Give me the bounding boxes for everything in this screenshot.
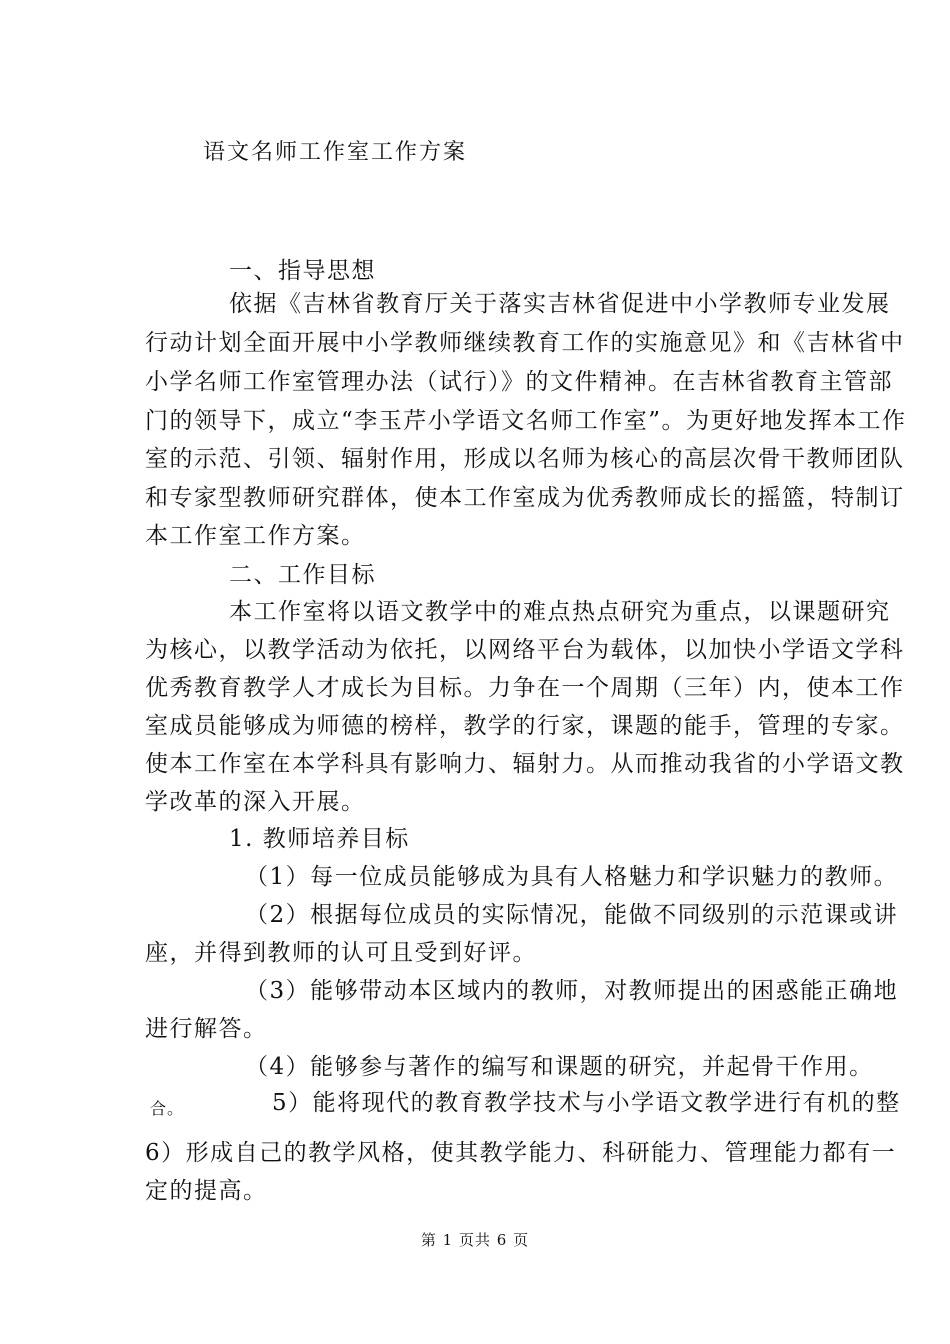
paragraph-line: 依据《吉林省教育厅关于落实吉林省促进中小学教师专业发展 <box>229 291 891 317</box>
paragraph-line: 为核心，以教学活动为依托，以网络平台为载体，以加快小学语文学科 <box>145 637 905 663</box>
paragraph-line: 使本工作室在本学科具有影响力、辐射力。从而推动我省的小学语文教 <box>145 751 905 777</box>
list-item: （1）每一位成员能够成为具有人格魅力和学识魅力的教师。 <box>245 864 899 890</box>
list-item: （3）能够带动本区域内的教师，对教师提出的困惑能正确地 <box>245 978 899 1004</box>
paragraph-line: 本工作室将以语文教学中的难点热点研究为重点，以课题研究 <box>229 599 891 625</box>
section-heading-1: 一、指导思想 <box>229 258 376 284</box>
paragraph-line: 本工作室工作方案。 <box>145 523 366 549</box>
paragraph-line: 行动计划全面开展中小学教师继续教育工作的实施意见》和《吉林省中 <box>145 330 905 356</box>
paragraph-line: 室的示范、引领、辐射作用，形成以名师为核心的高层次骨干教师团队 <box>145 446 905 472</box>
paragraph-line: 门的领导下，成立“李玉芹小学语文名师工作室”。为更好地发挥本工作 <box>145 408 907 434</box>
paragraph-line: 和专家型教师研究群体，使本工作室成为优秀教师成长的摇篮，特制订 <box>145 485 905 511</box>
section-heading-2: 二、工作目标 <box>229 562 376 588</box>
list-item-continuation: 合。 <box>150 1099 185 1118</box>
list-item: （2）根据每位成员的实际情况，能做不同级别的示范课或讲 <box>245 902 899 928</box>
list-item-continuation: 定的提高。 <box>145 1178 268 1204</box>
list-item: 5）能将现代的教育教学技术与小学语文教学进行有机的整 <box>272 1090 901 1116</box>
subsection-heading: 1. 教师培养目标 <box>229 826 410 852</box>
page-title: 语文名师工作室工作方案 <box>203 140 468 165</box>
paragraph-line: 小学名师工作室管理办法（试行）》的文件精神。在吉林省教育主管部 <box>145 369 893 395</box>
paragraph-line: 学改革的深入开展。 <box>145 789 366 815</box>
list-item-continuation: 进行解答。 <box>145 1016 268 1042</box>
page-footer: 第 1 页共 6 页 <box>420 1231 530 1249</box>
list-item: （4）能够参与著作的编写和课题的研究，并起骨干作用。 <box>245 1054 874 1080</box>
list-item: 6）形成自己的教学风格，使其教学能力、科研能力、管理能力都有一 <box>145 1140 897 1166</box>
list-item-continuation: 座，并得到教师的认可且受到好评。 <box>145 940 537 966</box>
paragraph-line: 室成员能够成为师德的榜样，教学的行家，课题的能手，管理的专家。 <box>145 713 905 739</box>
paragraph-line: 优秀教育教学人才成长为目标。力争在一个周期（三年）内，使本工作 <box>145 675 905 701</box>
